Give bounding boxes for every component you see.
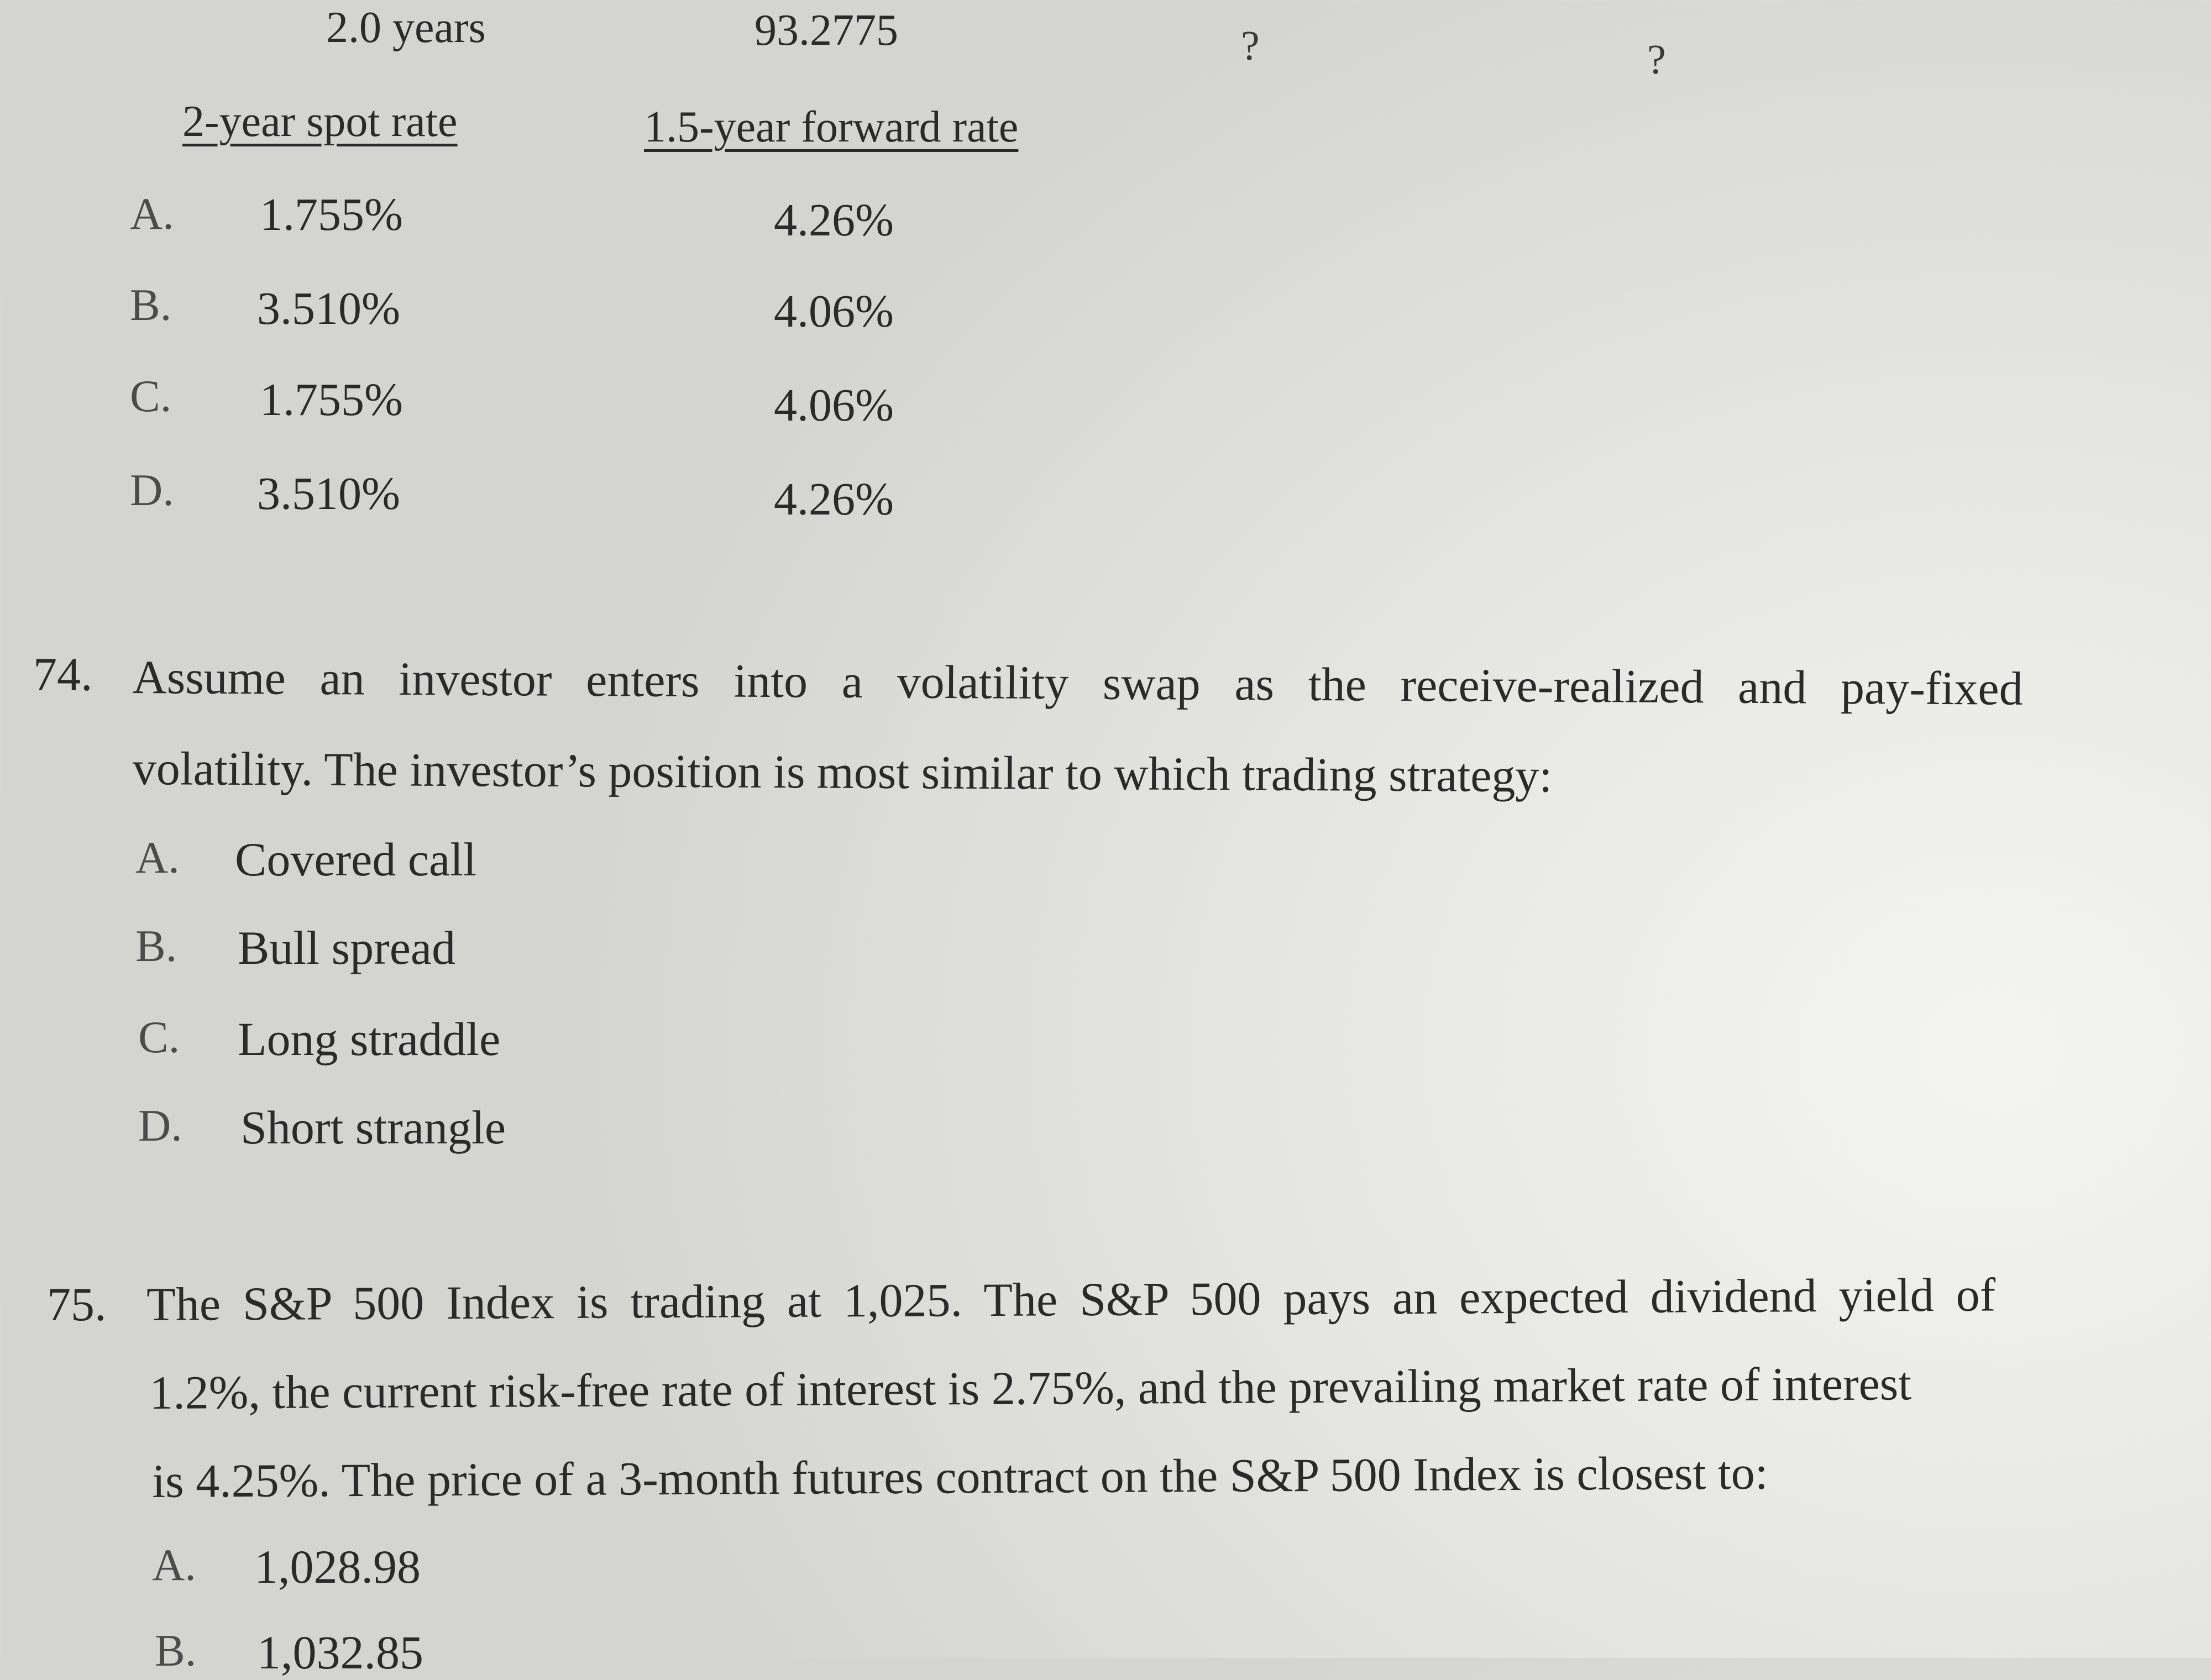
q74-option-d-text[interactable]: Short strangle [240, 1101, 506, 1154]
q74-option-letter-a[interactable]: A. [135, 832, 180, 883]
q73-option-letter-b[interactable]: B. [130, 280, 172, 330]
q73-option-c-forward: 4.06% [774, 380, 894, 431]
q75-stem-line-1: The S&P 500 Index is trading at 1,025. The S&P 500 pays an expected dividend yield of [146, 1268, 1996, 1331]
q73-option-b-spot: 3.510% [257, 283, 400, 334]
column-header-spot-rate: 2-year spot rate [182, 97, 458, 146]
q73-option-letter-d[interactable]: D. [130, 465, 174, 515]
q74-option-letter-d[interactable]: D. [138, 1100, 182, 1151]
q73-option-c-spot: 1.755% [260, 374, 403, 426]
q74-option-b-text[interactable]: Bull spread [238, 921, 456, 974]
table-period-cell: 2.0 years [326, 3, 486, 52]
q75-number: 75. [47, 1278, 107, 1331]
table-unknown-cell-1: ? [1241, 23, 1260, 69]
q74-option-a-text[interactable]: Covered call [235, 833, 476, 886]
q75-stem-line-2: 1.2%, the current risk-free rate of interest is 2.75%, and the prevailing market rate of interest [149, 1357, 1912, 1419]
q74-option-c-text[interactable]: Long straddle [238, 1012, 501, 1065]
q73-option-a-forward: 4.26% [774, 195, 894, 246]
q74-number: 74. [33, 648, 93, 701]
q73-option-a-spot: 1.755% [260, 189, 403, 240]
q75-option-a-text[interactable]: 1,028.98 [254, 1540, 421, 1593]
q75-option-letter-a[interactable]: A. [152, 1540, 196, 1590]
q75-option-b-text[interactable]: 1,032.85 [257, 1626, 423, 1679]
q75-option-letter-b[interactable]: B. [155, 1625, 197, 1676]
q73-option-d-spot: 3.510% [257, 468, 400, 519]
table-price-cell: 93.2775 [755, 6, 898, 55]
q74-stem-line-1: Assume an investor enters into a volatility swap as the receive-realized and pay-fixed [132, 650, 2023, 715]
q73-option-d-forward: 4.26% [774, 474, 894, 525]
table-unknown-cell-2: ? [1647, 36, 1666, 83]
q74-option-letter-c[interactable]: C. [138, 1012, 180, 1062]
q74-option-letter-b[interactable]: B. [135, 921, 177, 971]
q73-option-letter-a[interactable]: A. [130, 188, 174, 239]
q73-option-b-forward: 4.06% [774, 286, 894, 337]
q74-stem-line-2: volatility. The investor’s position is most similar to which trading strategy: [132, 742, 1553, 802]
q75-stem-line-3: is 4.25%. The price of a 3-month futures contract on the S&P 500 Index is closest to: [152, 1446, 1768, 1508]
column-header-forward-rate: 1.5-year forward rate [644, 103, 1019, 151]
q73-option-letter-c[interactable]: C. [130, 371, 172, 421]
